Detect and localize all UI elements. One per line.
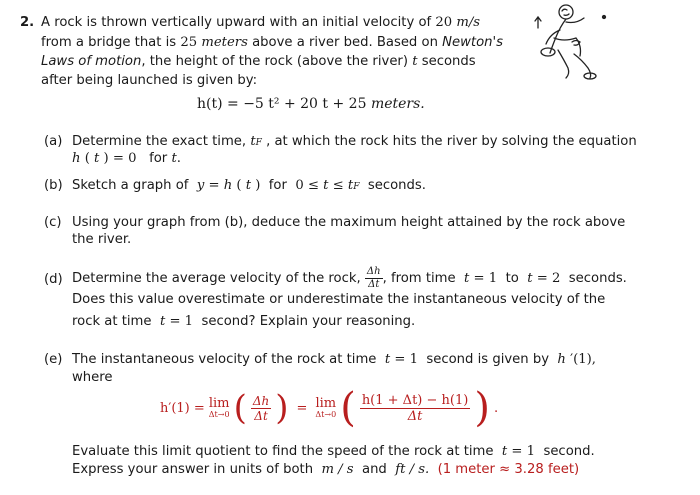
derivative-limit-formula: h′(1) = lim Δt→0 ( $\frac{\Delta h}{\Delta t}$ ) = lim Δt→0 ( $\frac{h(1 + \Delta t) - h(1)}{\Delta t}$ ) . — [160, 385, 499, 431]
problem-number: 2. — [20, 15, 35, 30]
part-a-line-2: h ( t ) = 0 for t. — [72, 151, 181, 166]
part-e-line-3: Evaluate this limit quotient to find the speed of the rock at time t = 1 second. — [72, 444, 595, 459]
height-equation: h(t) = −5 t² + 20 t + 25 meters. — [197, 96, 425, 112]
part-d-line-1: Determine the average velocity of the rock, $\frac{\Delta h}{\Delta t}$ , from time t = 1 to t = 2 seconds. — [72, 265, 627, 290]
part-b-line: Sketch a graph of y = h ( t ) for 0 ≤ t ≤ tF seconds. — [72, 178, 426, 193]
intro-line-3: Laws of motion, the height of the rock (above the river) t seconds — [41, 54, 476, 69]
rock-thrower-sketch-icon — [528, 2, 612, 84]
part-d-label: (d) — [44, 272, 63, 287]
part-c-line-1: Using your graph from (b), deduce the maximum height attained by the rock above — [72, 215, 626, 230]
part-e-line-2: where — [72, 370, 113, 385]
part-a-label: (a) — [44, 134, 63, 149]
part-d-line-3: rock at time t = 1 second? Explain your reasoning. — [72, 314, 416, 329]
intro-line-2: from a bridge that is 25 meters above a river bed. Based on Newton's — [41, 35, 503, 50]
part-d-line-2: Does this value overestimate or underestimate the instantaneous velocity of the — [72, 292, 606, 307]
part-c-line-2: the river. — [72, 232, 132, 247]
intro-line-1: A rock is thrown vertically upward with an initial velocity of 20 m/s — [41, 15, 481, 30]
conversion-note: (1 meter ≈ 3.28 feet) — [437, 462, 580, 477]
part-e-line-1: The instantaneous velocity of the rock at time t = 1 second is given by h ′(1), — [72, 352, 596, 367]
part-b-label: (b) — [44, 178, 63, 193]
part-a-line-1: Determine the exact time, tF , at which the rock hits the river by solving the equation — [72, 134, 637, 149]
part-e-line-4: Express your answer in units of both m / s and ft / s. (1 meter ≈ 3.28 feet) — [72, 462, 580, 477]
part-c-label: (c) — [44, 215, 62, 230]
intro-line-4: after being launched is given by: — [41, 73, 258, 88]
part-e-label: (e) — [44, 352, 63, 367]
